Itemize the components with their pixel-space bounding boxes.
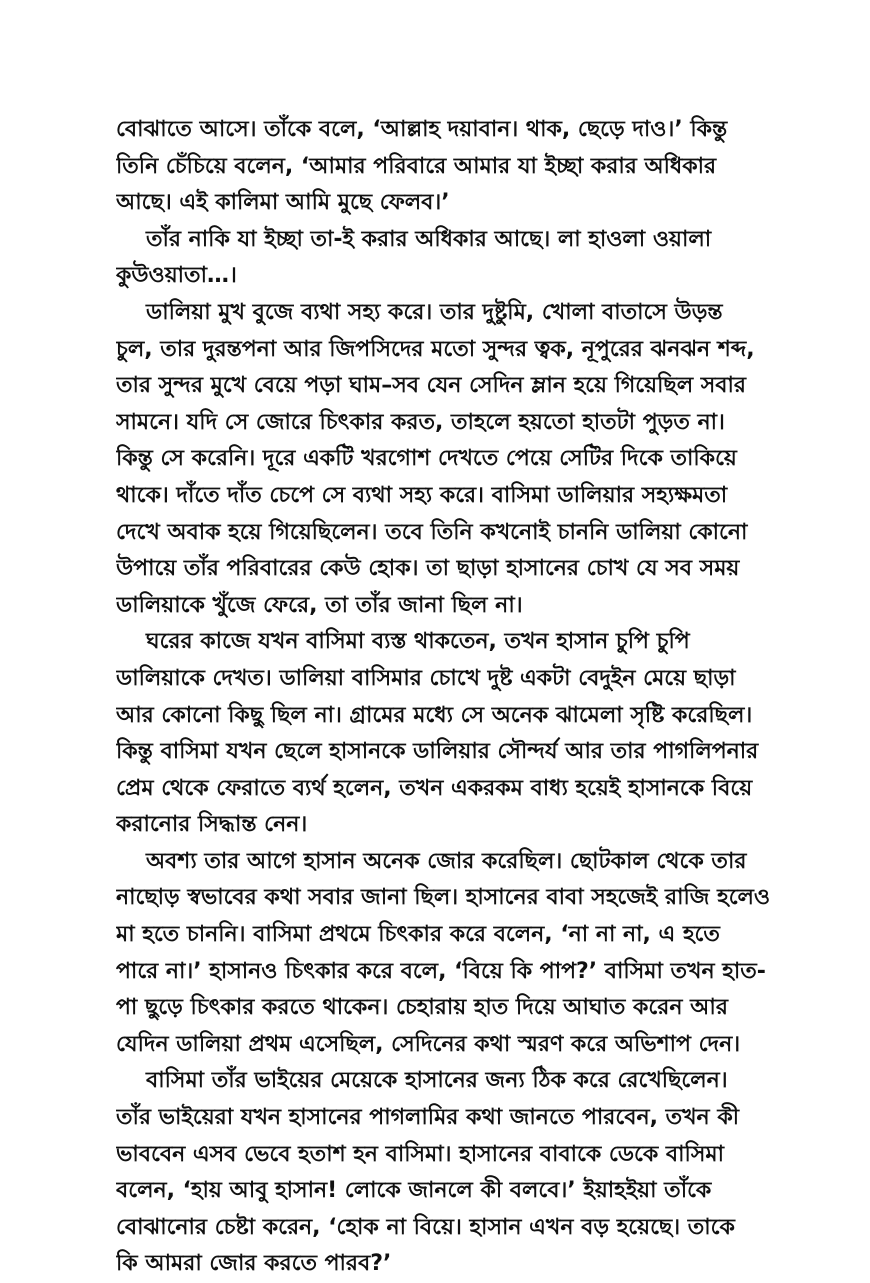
paragraph-6 (116, 1063, 776, 1283)
text-line: তাঁর নাকি যা ইচ্ছা তা-ই করার অধিকার আছে। লা হাওলা ওয়ালা (146, 226, 712, 252)
text-line: তার সুন্দর মুখে বেয়ে পড়া ঘাম–সব যেন সেদিন ম্লান হয়ে গিয়েছিল সবার (116, 373, 747, 399)
text-line: নাছোড় স্বভাবের কথা সবার জানা ছিল। হাসানের বাবা সহজেই রাজি হলেও (116, 885, 771, 911)
text-line: কুউওয়াতা…। (116, 263, 237, 289)
text-line: চুল, তার দুরন্তপনা আর জিপসিদের মতো সুন্দর ত্বক, নূপুরের ঝনঝন শব্দ, (116, 336, 755, 362)
text-line: থাকে। দাঁতে দাঁত চেপে সে ব্যথা সহ্য করে। বাসিমা ডালিয়ার সহ্যক্ষমতা (116, 482, 728, 508)
text-line: প্রেম থেকে ফেরাতে ব্যর্থ হলেন, তখন একরকম বাধ্য হয়েই হাসানকে বিয়ে (116, 775, 753, 801)
text-line: যেদিন ডালিয়া প্রথম এসেছিল, সেদিনের কথা স্মরণ করে অভিশাপ দেন। (116, 1031, 741, 1057)
text-line: ভাববেন এসব ভেবে হতাশ হন বাসিমা। হাসানের বাবাকে ডেকে বাসিমা (116, 1141, 724, 1167)
body-text (116, 112, 776, 1283)
paragraph-4 (116, 624, 776, 844)
text-line: ডালিয়া মুখ বুজে ব্যথা সহ্য করে। তার দুষ্টুমি, খোলা বাতাসে উড়ন্ত (146, 299, 723, 325)
text-line: ঘরের কাজে যখন বাসিমা ব্যস্ত থাকতেন, তখন হাসান চুপি চুপি (146, 629, 690, 655)
text-line: পারে না।’ হাসানও চিৎকার করে বলে, ‘বিয়ে কি পাপ?’ বাসিমা তখন হাত- (116, 958, 766, 984)
text-line: কিন্তু সে করেনি। দূরে একটি খরগোশ দেখতে পেয়ে সেটির দিকে তাকিয়ে (116, 446, 737, 472)
text-line: উপায়ে তাঁর পরিবারের কেউ হোক। তা ছাড়া হাসানের চোখ যে সব সময় (116, 556, 740, 582)
paragraph-1 (116, 112, 776, 222)
text-line: তিনি চেঁচিয়ে বলেন, ‘আমার পরিবারে আমার যা ইচ্ছা করার অধিকার (116, 153, 717, 179)
text-line: পা ছুড়ে চিৎকার করতে থাকেন। চেহারায় হাত দিয়ে আঘাত করেন আর (116, 995, 728, 1021)
text-line: কিন্তু বাসিমা যখন ছেলে হাসানকে ডালিয়ার সৌন্দর্য আর তার পাগলিপনার (116, 739, 759, 765)
text-line: আর কোনো কিছু ছিল না। গ্রামের মধ্যে সে অনেক ঝামেলা সৃষ্টি করেছিল। (116, 702, 753, 728)
text-line: ডালিয়াকে দেখত। ডালিয়া বাসিমার চোখে দুষ্ট একটা বেদুইন মেয়ে ছাড়া (116, 665, 736, 691)
text-line: তাঁর ভাইয়েরা যখন হাসানের পাগলামির কথা জানতে পারবেন, তখন কী (116, 1105, 740, 1131)
text-line: মা হতে চাননি। বাসিমা প্রথমে চিৎকার করে বলেন, ‘না না না, এ হতে (116, 922, 720, 948)
text-line: দেখে অবাক হয়ে গিয়েছিলেন। তবে তিনি কখনোই চাননি ডালিয়া কোনো (116, 519, 748, 545)
paragraph-5 (116, 844, 776, 1064)
text-line: বাসিমা তাঁর ভাইয়ের মেয়েকে হাসানের জন্য ঠিক করে রেখেছিলেন। (146, 1068, 728, 1094)
text-line: আছে। এই কালিমা আমি মুছে ফেলব।’ (116, 190, 450, 216)
paragraph-2 (116, 222, 776, 295)
text-line: বোঝানোর চেষ্টা করেন, ‘হোক না বিয়ে। হাসান এখন বড় হয়েছে। তাকে (116, 1214, 735, 1240)
text-line: বোঝাতে আসে। তাঁকে বলে, ‘আল্লাহ দয়াবান। থাক, ছেড়ে দাও।’ কিন্তু (116, 117, 728, 142)
text-line: ডালিয়াকে খুঁজে ফেরে, তা তাঁর জানা ছিল না। (116, 592, 523, 618)
text-line: কি আমরা জোর করতে পারব?’ (116, 1251, 392, 1277)
text-line: সামনে। যদি সে জোরে চিৎকার করত, তাহলে হয়তো হাতটা পুড়ত না। (116, 409, 725, 435)
paragraph-3 (116, 295, 776, 624)
text-line: অবশ্য তার আগে হাসান অনেক জোর করেছিল। ছোটকাল থেকে তার (146, 848, 747, 874)
text-line: বলেন, ‘হায় আবু হাসান! লোকে জানলে কী বলবে।’ ইয়াহইয়া তাঁকে (116, 1178, 712, 1204)
text-line: করানোর সিদ্ধান্ত নেন। (116, 812, 308, 838)
